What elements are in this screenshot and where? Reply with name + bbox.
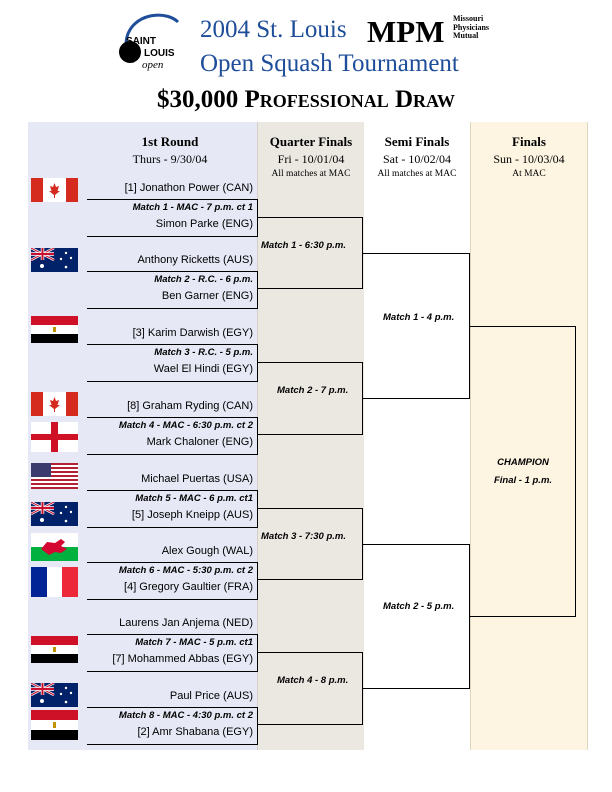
semi-final-bracket: [363, 253, 470, 399]
wales-flag-icon: [31, 533, 78, 561]
match-label: Match 1 - 4 p.m.: [383, 312, 455, 323]
player-name: Laurens Jan Anjema (NED): [119, 617, 253, 629]
player-name: [7] Mohammed Abbas (EGY): [112, 653, 253, 665]
player-name: Ben Garner (ENG): [161, 290, 253, 302]
match-label: Match 8 - MAC - 4:30 p.m. ct 2: [118, 710, 253, 721]
player-name: Mark Chaloner (ENG): [146, 436, 253, 448]
player-name: [5] Joseph Kneipp (AUS): [131, 509, 253, 521]
match-label: Match 2 - 5 p.m.: [383, 601, 455, 612]
quarter-finals-header: [257, 134, 365, 179]
first-round-match: [87, 690, 258, 745]
player-name: Michael Puertas (USA): [141, 473, 253, 485]
player-name: [8] Graham Ryding (CAN): [127, 400, 253, 412]
first-round-match: [87, 545, 258, 600]
semi-final-bracket: [363, 544, 470, 689]
australia-flag-icon: [31, 683, 78, 707]
player-name: [3] Karim Darwish (EGY): [132, 327, 253, 339]
saint-louis-open-logo: [112, 10, 192, 80]
france-flag-icon: [31, 567, 78, 597]
finals-header: [470, 134, 588, 179]
quarter-final-bracket: [257, 217, 363, 289]
final-match-label: Final - 1 p.m.: [493, 475, 553, 486]
column-date: Thurs - 9/30/04: [132, 152, 208, 166]
player-name: Anthony Ricketts (AUS): [137, 254, 253, 266]
draw-title: $30,000 Professional Draw: [156, 86, 456, 113]
match-label: Match 4 - 8 p.m.: [277, 675, 349, 686]
sponsor-sub-line: Physicians: [453, 22, 490, 32]
match-label: Match 1 - MAC - 7 p.m. ct 1: [132, 202, 253, 213]
usa-flag-icon: [31, 463, 78, 489]
column-note: At MAC: [512, 169, 546, 179]
column-note: All matches at MAC: [271, 169, 351, 179]
sponsor-sub-line: Missouri: [453, 14, 484, 23]
column-title: Semi Finals: [384, 134, 450, 149]
match-label: Match 3 - R.C. - 5 p.m.: [154, 347, 253, 358]
logo-text-louis: LOUIS: [144, 48, 175, 59]
match-label: Match 3 - 7:30 p.m.: [261, 531, 346, 542]
column-title: Quarter Finals: [269, 134, 353, 149]
player-name: Alex Gough (WAL): [161, 545, 253, 557]
england-flag-icon: [31, 422, 78, 452]
sponsor-logo: MPM: [367, 14, 445, 49]
egypt-flag-icon: [31, 636, 78, 663]
final-bracket: [470, 326, 576, 617]
match-label: Match 2 - 7 p.m.: [277, 385, 349, 396]
first-round-match: [87, 400, 258, 455]
match-label: Match 4 - MAC - 6:30 p.m. ct 2: [118, 420, 253, 431]
quarter-final-bracket: [257, 508, 363, 580]
player-name: Paul Price (AUS): [169, 690, 253, 702]
egypt-flag-icon: [31, 710, 78, 740]
canada-flag-icon: [31, 392, 78, 416]
canada-flag-icon: [31, 178, 78, 202]
match-label: Match 5 - MAC - 6 p.m. ct1: [135, 493, 253, 504]
column-note: All matches at MAC: [377, 169, 457, 179]
match-label: Match 2 - R.C. - 6 p.m.: [154, 274, 253, 285]
tournament-title-line2: Open Squash Tournament: [200, 50, 459, 77]
match-label: Match 7 - MAC - 5 p.m. ct1: [135, 637, 253, 648]
column-title: 1st Round: [141, 134, 199, 149]
player-name: [1] Jonathon Power (CAN): [124, 182, 253, 194]
first-round-match: [87, 182, 258, 237]
match-label: Match 1 - 6:30 p.m.: [261, 240, 346, 251]
column-date: Fri - 10/01/04: [277, 152, 345, 166]
logo-text-open: open: [142, 59, 164, 71]
player-name: Wael El Hindi (EGY): [153, 363, 253, 375]
quarter-final-bracket: [257, 652, 363, 725]
column-date: Sat - 10/02/04: [383, 152, 451, 166]
sponsor-subtitle: [453, 15, 503, 41]
australia-flag-icon: [31, 502, 78, 526]
first-round-match: [87, 473, 258, 528]
australia-flag-icon: [31, 248, 78, 272]
first-round-match: [87, 327, 258, 382]
player-name: Simon Parke (ENG): [155, 218, 253, 230]
first-round-header: [100, 134, 240, 167]
first-round-match: [87, 254, 258, 309]
player-name: [2] Amr Shabana (EGY): [137, 726, 253, 738]
player-name: [4] Gregory Gaultier (FRA): [124, 581, 253, 593]
semi-finals-header: [364, 134, 470, 179]
champion-label: CHAMPION: [497, 457, 549, 468]
first-round-match: [87, 617, 258, 672]
logo-text-saint: SAINT: [126, 36, 156, 47]
column-date: Sun - 10/03/04: [493, 152, 565, 166]
match-label: Match 6 - MAC - 5:30 p.m. ct 2: [118, 565, 253, 576]
quarter-final-bracket: [257, 362, 363, 435]
sponsor-sub-line: Mutual: [453, 31, 479, 40]
tournament-title-line1: 2004 St. Louis: [200, 16, 347, 43]
column-title: Finals: [512, 134, 546, 149]
egypt-flag-icon: [31, 316, 78, 343]
